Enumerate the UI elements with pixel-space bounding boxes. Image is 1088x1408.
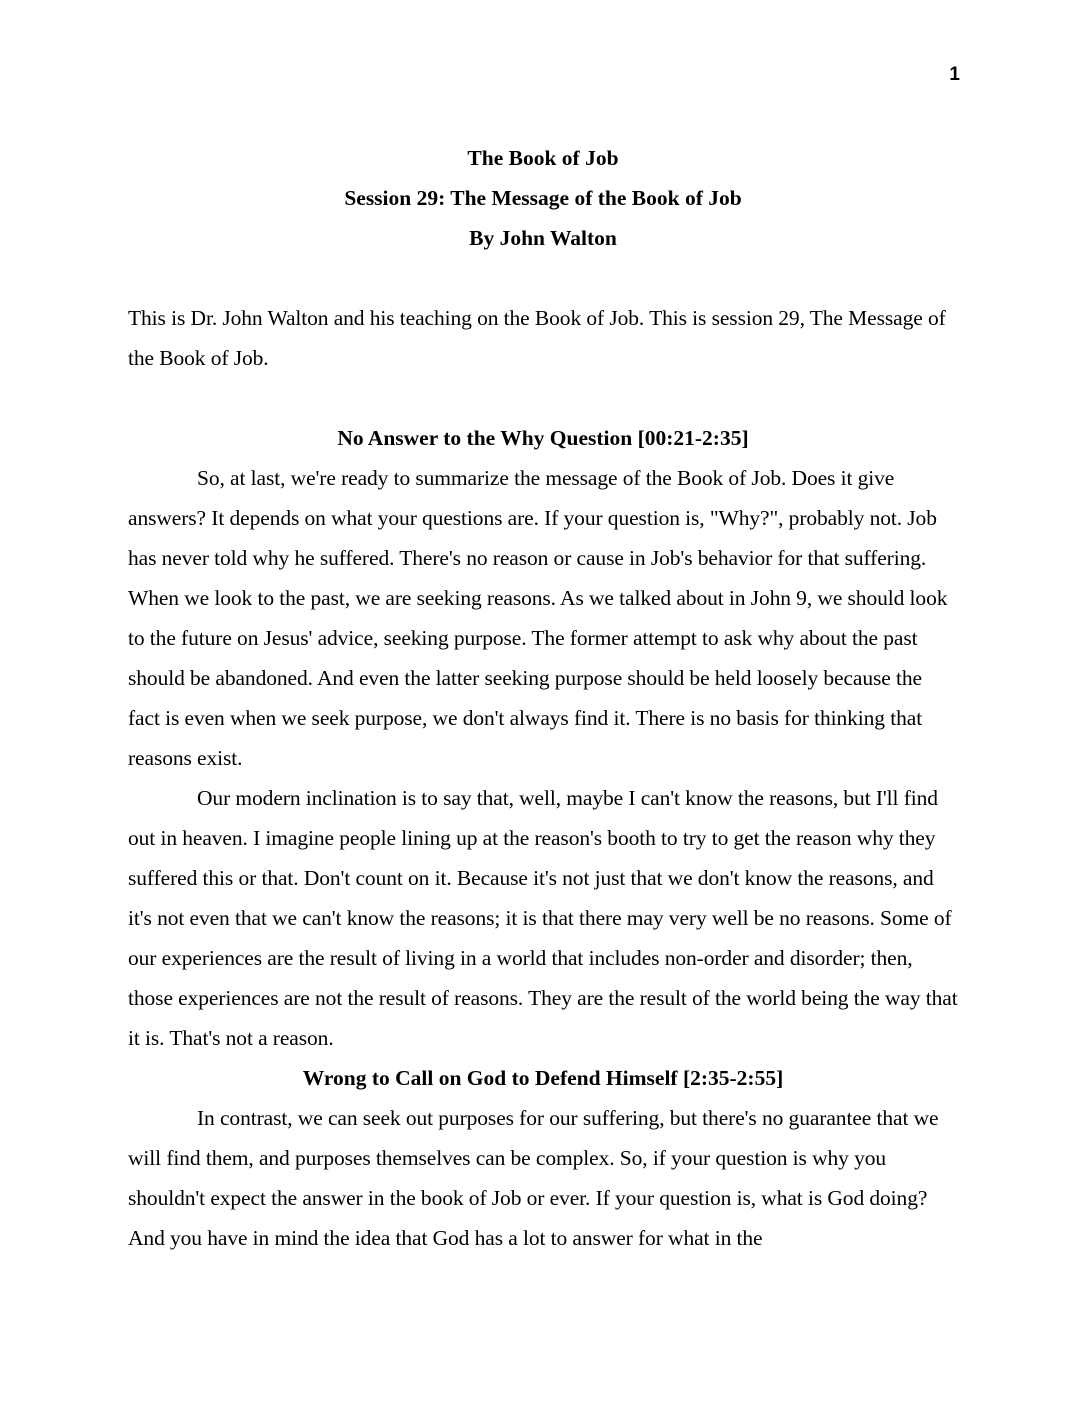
section-heading: No Answer to the Why Question [00:21-2:35]: [337, 426, 749, 450]
document-title: The Book of Job: [467, 146, 619, 170]
intro-paragraph: [128, 298, 958, 378]
document-body: [128, 138, 958, 1258]
title-block: [128, 138, 958, 258]
section-heading: Wrong to Call on God to Defend Himself [2:35-2:55]: [302, 1066, 784, 1090]
session-title: Session 29: The Message of the Book of Job: [344, 186, 742, 210]
body-paragraph: So, at last, we're ready to summarize the message of the Book of Job. Does it give answers? It depends on what your questions are. If your question is, "Why?", probably not. Job has never told why he suffered. There's no reason or cause in Job's behavior for that suffering. When we look to the past, we are seeking reasons. As we talked about in John 9, we should look to the future on Jesus' advice, seeking purpose. The former attempt to ask why about the past should be abandoned. And even the latter seeking purpose should be held loosely because the fact is even when we seek purpose, we don't always find it. There is no basis for thinking that reasons exist.: [128, 466, 948, 770]
author-line: By John Walton: [469, 226, 617, 250]
section-wrong-to-call: [128, 1058, 958, 1258]
body-paragraph: In contrast, we can seek out purposes for our suffering, but there's no guarantee that we will find them, and purposes themselves can be complex. So, if your question is why you shouldn't expect the answer in the book of Job or ever. If your question is, what is God doing? And you have in mind the idea that God has a lot to answer for what in the: [128, 1106, 939, 1250]
section-no-answer: [128, 418, 958, 1058]
intro-text: This is Dr. John Walton and his teaching on the Book of Job. This is session 29, The Message of the Book of Job.: [128, 306, 946, 370]
page-number: 1: [949, 64, 960, 85]
body-paragraph: Our modern inclination is to say that, well, maybe I can't know the reasons, but I'll find out in heaven. I imagine people lining up at the reason's booth to try to get the reason why they suffered this or that. Don't count on it. Because it's not just that we don't know the reasons, and it's not even that we can't know the reasons; it is that there may very well be no reasons. Some of our experiences are the result of living in a world that includes non-order and disorder; then, those experiences are not the result of reasons. They are the result of the world being the way that it is. That's not a reason.: [128, 786, 958, 1050]
